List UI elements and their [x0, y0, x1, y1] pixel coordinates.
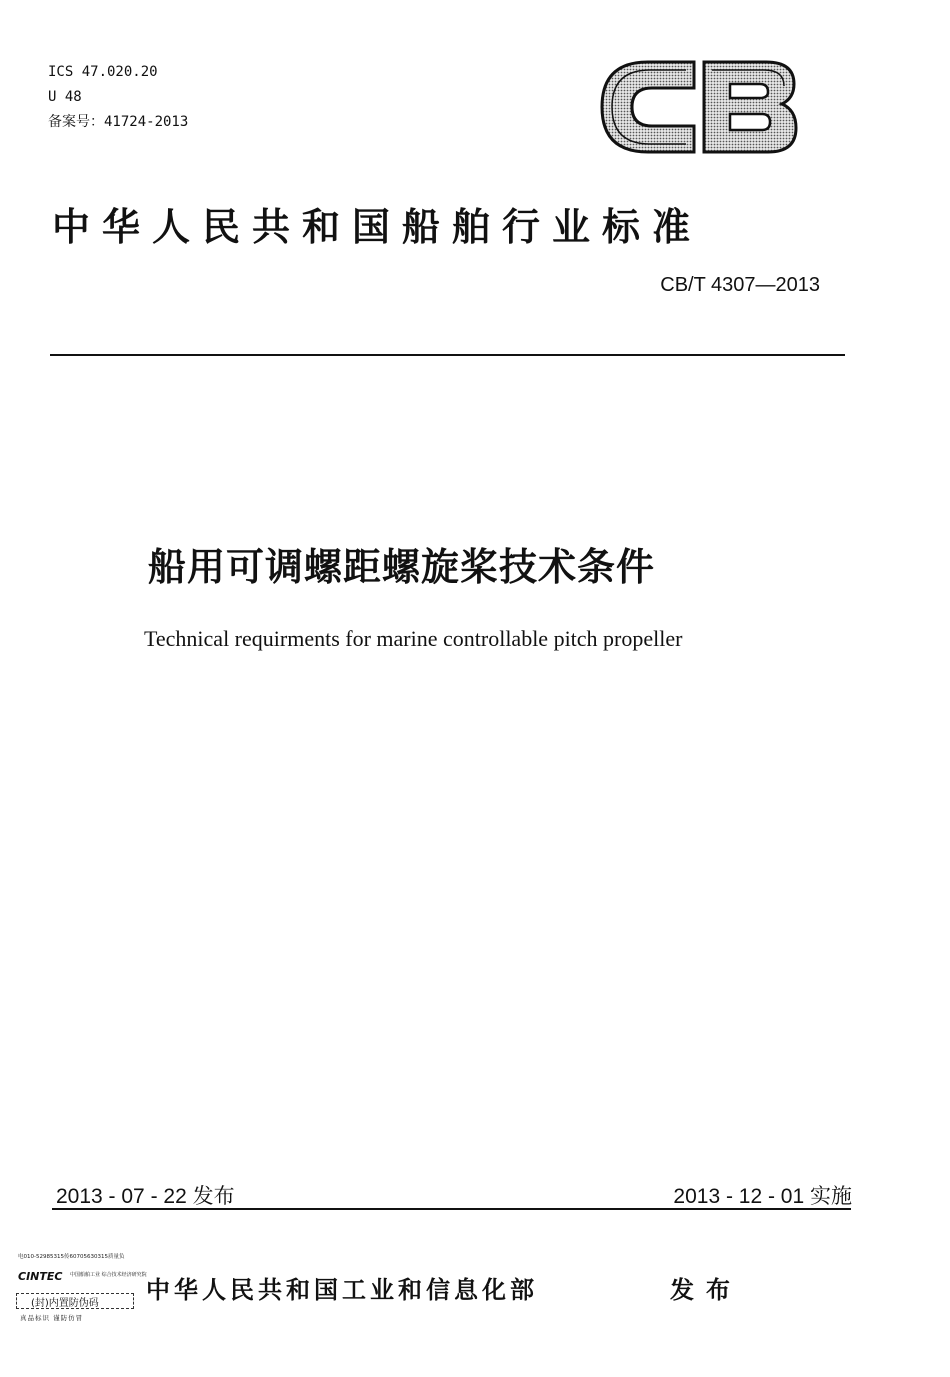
anti-counterfeit-stamp [12, 1250, 147, 1330]
standard-code: CB/T 4307—2013 [660, 274, 820, 296]
filing-number: 备案号：41724-2013 [48, 114, 189, 130]
issuing-authority: 中华人民共和国工业和信息化部 [146, 1276, 538, 1304]
stamp-box [16, 1293, 134, 1309]
document-title-english: Technical requirments for marine controllable pitch propeller [144, 626, 683, 651]
logo-letter-c [602, 62, 694, 152]
cb-logo [596, 56, 800, 158]
classification-block [48, 60, 188, 135]
bottom-divider [52, 1208, 851, 1210]
standard-type-heading: 中华人民共和国船舶行业标准 [52, 205, 703, 249]
issue-verb: 发布 [670, 1276, 742, 1304]
stamp-org: 中国船舶工业 综合技术经济研究院 [70, 1272, 147, 1278]
ccs-code: U 48 [48, 89, 82, 105]
top-divider [50, 354, 845, 356]
stamp-box-text: (封)内置防伪码 [31, 1298, 99, 1309]
issue-date: 2013 - 07 - 22 发布 [56, 1185, 235, 1208]
stamp-footer: 真品标识 谨防仿冒 [20, 1314, 84, 1322]
stamp-top-line: 电010-52985315传60705630315质量负 [18, 1254, 125, 1260]
logo-letter-b [704, 62, 796, 152]
ics-code: ICS 47.020.20 [48, 64, 158, 80]
document-title-chinese: 船用可调螺距螺旋桨技术条件 [148, 545, 656, 589]
implementation-date: 2013 - 12 - 01 实施 [673, 1185, 852, 1208]
stamp-brand: CINTEC [18, 1270, 63, 1283]
